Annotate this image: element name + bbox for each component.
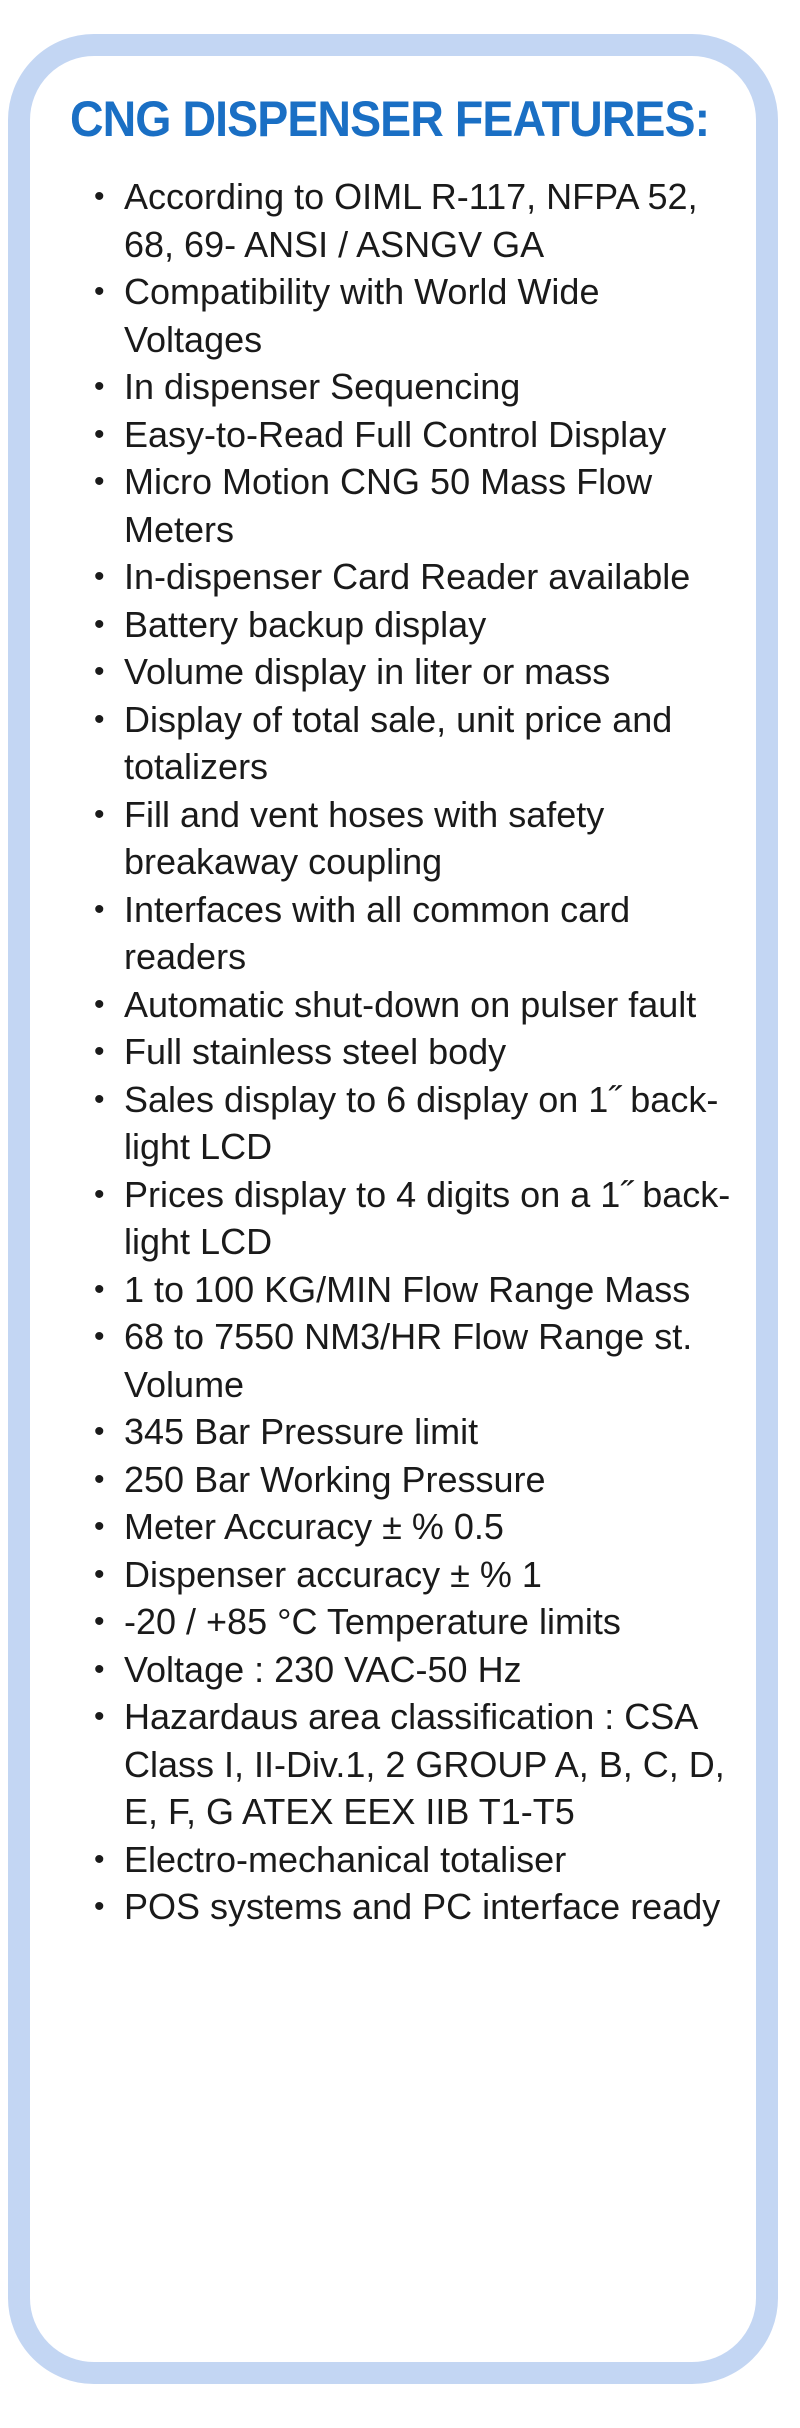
feature-text: 250 Bar Working Pressure — [124, 1458, 546, 1500]
bullet-icon: • — [94, 1700, 105, 1733]
feature-item — [94, 1076, 734, 1171]
feature-item — [94, 981, 734, 1029]
page-title: CNG DISPENSER FEATURES: — [70, 91, 710, 147]
bullet-icon: • — [94, 1557, 105, 1591]
feature-item — [94, 601, 734, 649]
feature-text: Dispenser accuracy ± % 1 — [124, 1553, 542, 1595]
feature-text: Compatibility with World Wide Voltages — [124, 271, 600, 360]
feature-item — [94, 791, 734, 886]
bullet-icon: • — [94, 1462, 105, 1496]
bullet-icon: • — [94, 1510, 105, 1543]
feature-item — [94, 1503, 734, 1551]
bullet-icon: • — [94, 655, 105, 688]
feature-item — [94, 1836, 734, 1884]
feature-item — [94, 1408, 734, 1456]
bullet-icon: • — [94, 417, 105, 451]
feature-item — [94, 1028, 734, 1076]
feature-text: Sales display to 6 display on 1˝ back-light LCD — [124, 1078, 719, 1167]
feature-text: Voltage : 230 VAC-50 Hz — [124, 1648, 522, 1690]
feature-item — [94, 411, 734, 459]
bullet-icon: • — [94, 180, 105, 213]
bullet-icon: • — [94, 987, 105, 1021]
bullet-icon: • — [94, 1605, 105, 1638]
feature-item — [94, 1313, 734, 1408]
feature-text: 345 Bar Pressure limit — [124, 1411, 479, 1452]
feature-text: Hazardaus area classification : CSA Class I, II-Div.1, 2 GROUP A, B, C, D, E, F, G ATEX EEX IIB T1-T5 — [124, 1696, 725, 1832]
bullet-icon: • — [94, 560, 105, 593]
feature-text: Volume display in liter or mass — [124, 651, 611, 692]
bullet-icon: • — [94, 1035, 105, 1068]
bullet-icon: • — [94, 1842, 105, 1876]
bullet-icon: • — [94, 1652, 105, 1686]
feature-item — [94, 886, 734, 981]
bullet-icon: • — [94, 1082, 105, 1116]
feature-item — [94, 1171, 734, 1266]
feature-item — [94, 363, 734, 411]
feature-item — [94, 1598, 734, 1646]
bullet-icon: • — [94, 1415, 105, 1448]
feature-text: 68 to 7550 NM3/HR Flow Range st. Volume — [124, 1316, 693, 1405]
bullet-icon: • — [94, 275, 105, 308]
feature-text: In dispenser Sequencing — [124, 366, 521, 407]
feature-item — [94, 1456, 734, 1504]
feature-text: Battery backup display — [124, 603, 487, 645]
bullet-icon: • — [94, 607, 105, 641]
bullet-icon: • — [94, 702, 105, 736]
bullet-icon: • — [94, 1890, 105, 1923]
bullet-icon: • — [94, 1272, 105, 1306]
feature-item — [94, 458, 734, 553]
feature-item — [94, 173, 734, 268]
feature-text: Full stainless steel body — [124, 1031, 507, 1072]
bullet-icon: • — [94, 1177, 105, 1211]
feature-item — [94, 1646, 734, 1694]
feature-item — [94, 1551, 734, 1599]
feature-text: Display of total sale, unit price and totalizers — [124, 698, 673, 787]
feature-item — [94, 553, 734, 601]
feature-item — [94, 1266, 734, 1314]
bullet-icon: • — [94, 370, 105, 403]
feature-item — [94, 1693, 734, 1836]
feature-text: 1 to 100 KG/MIN Flow Range Mass — [124, 1268, 691, 1310]
feature-text: Fill and vent hoses with safety breakaway coupling — [124, 793, 605, 882]
feature-text: POS systems and PC interface ready — [124, 1886, 721, 1927]
feature-text: Electro-mechanical totaliser — [124, 1838, 567, 1880]
bullet-icon: • — [94, 465, 105, 498]
feature-text: Micro Motion CNG 50 Mass Flow Meters — [124, 461, 653, 550]
feature-list — [94, 173, 734, 1931]
feature-text: According to OIML R-117, NFPA 52, 68, 69- ANSI / ASNGV GA — [124, 176, 698, 265]
feature-text: Automatic shut-down on pulser fault — [124, 983, 697, 1025]
feature-text: In-dispenser Card Reader available — [124, 556, 691, 597]
feature-item — [94, 268, 734, 363]
bullet-icon: • — [94, 892, 105, 926]
feature-item — [94, 1883, 734, 1931]
bullet-icon: • — [94, 797, 105, 831]
bullet-icon: • — [94, 1320, 105, 1353]
feature-item — [94, 696, 734, 791]
feature-text: Interfaces with all common card readers — [124, 888, 631, 977]
feature-text: -20 / +85 °C Temperature limits — [124, 1601, 621, 1642]
feature-item — [94, 648, 734, 696]
feature-text: Prices display to 4 digits on a 1˝ back-light LCD — [124, 1173, 731, 1262]
feature-text: Meter Accuracy ± % 0.5 — [124, 1506, 504, 1547]
feature-text: Easy-to-Read Full Control Display — [124, 413, 667, 455]
